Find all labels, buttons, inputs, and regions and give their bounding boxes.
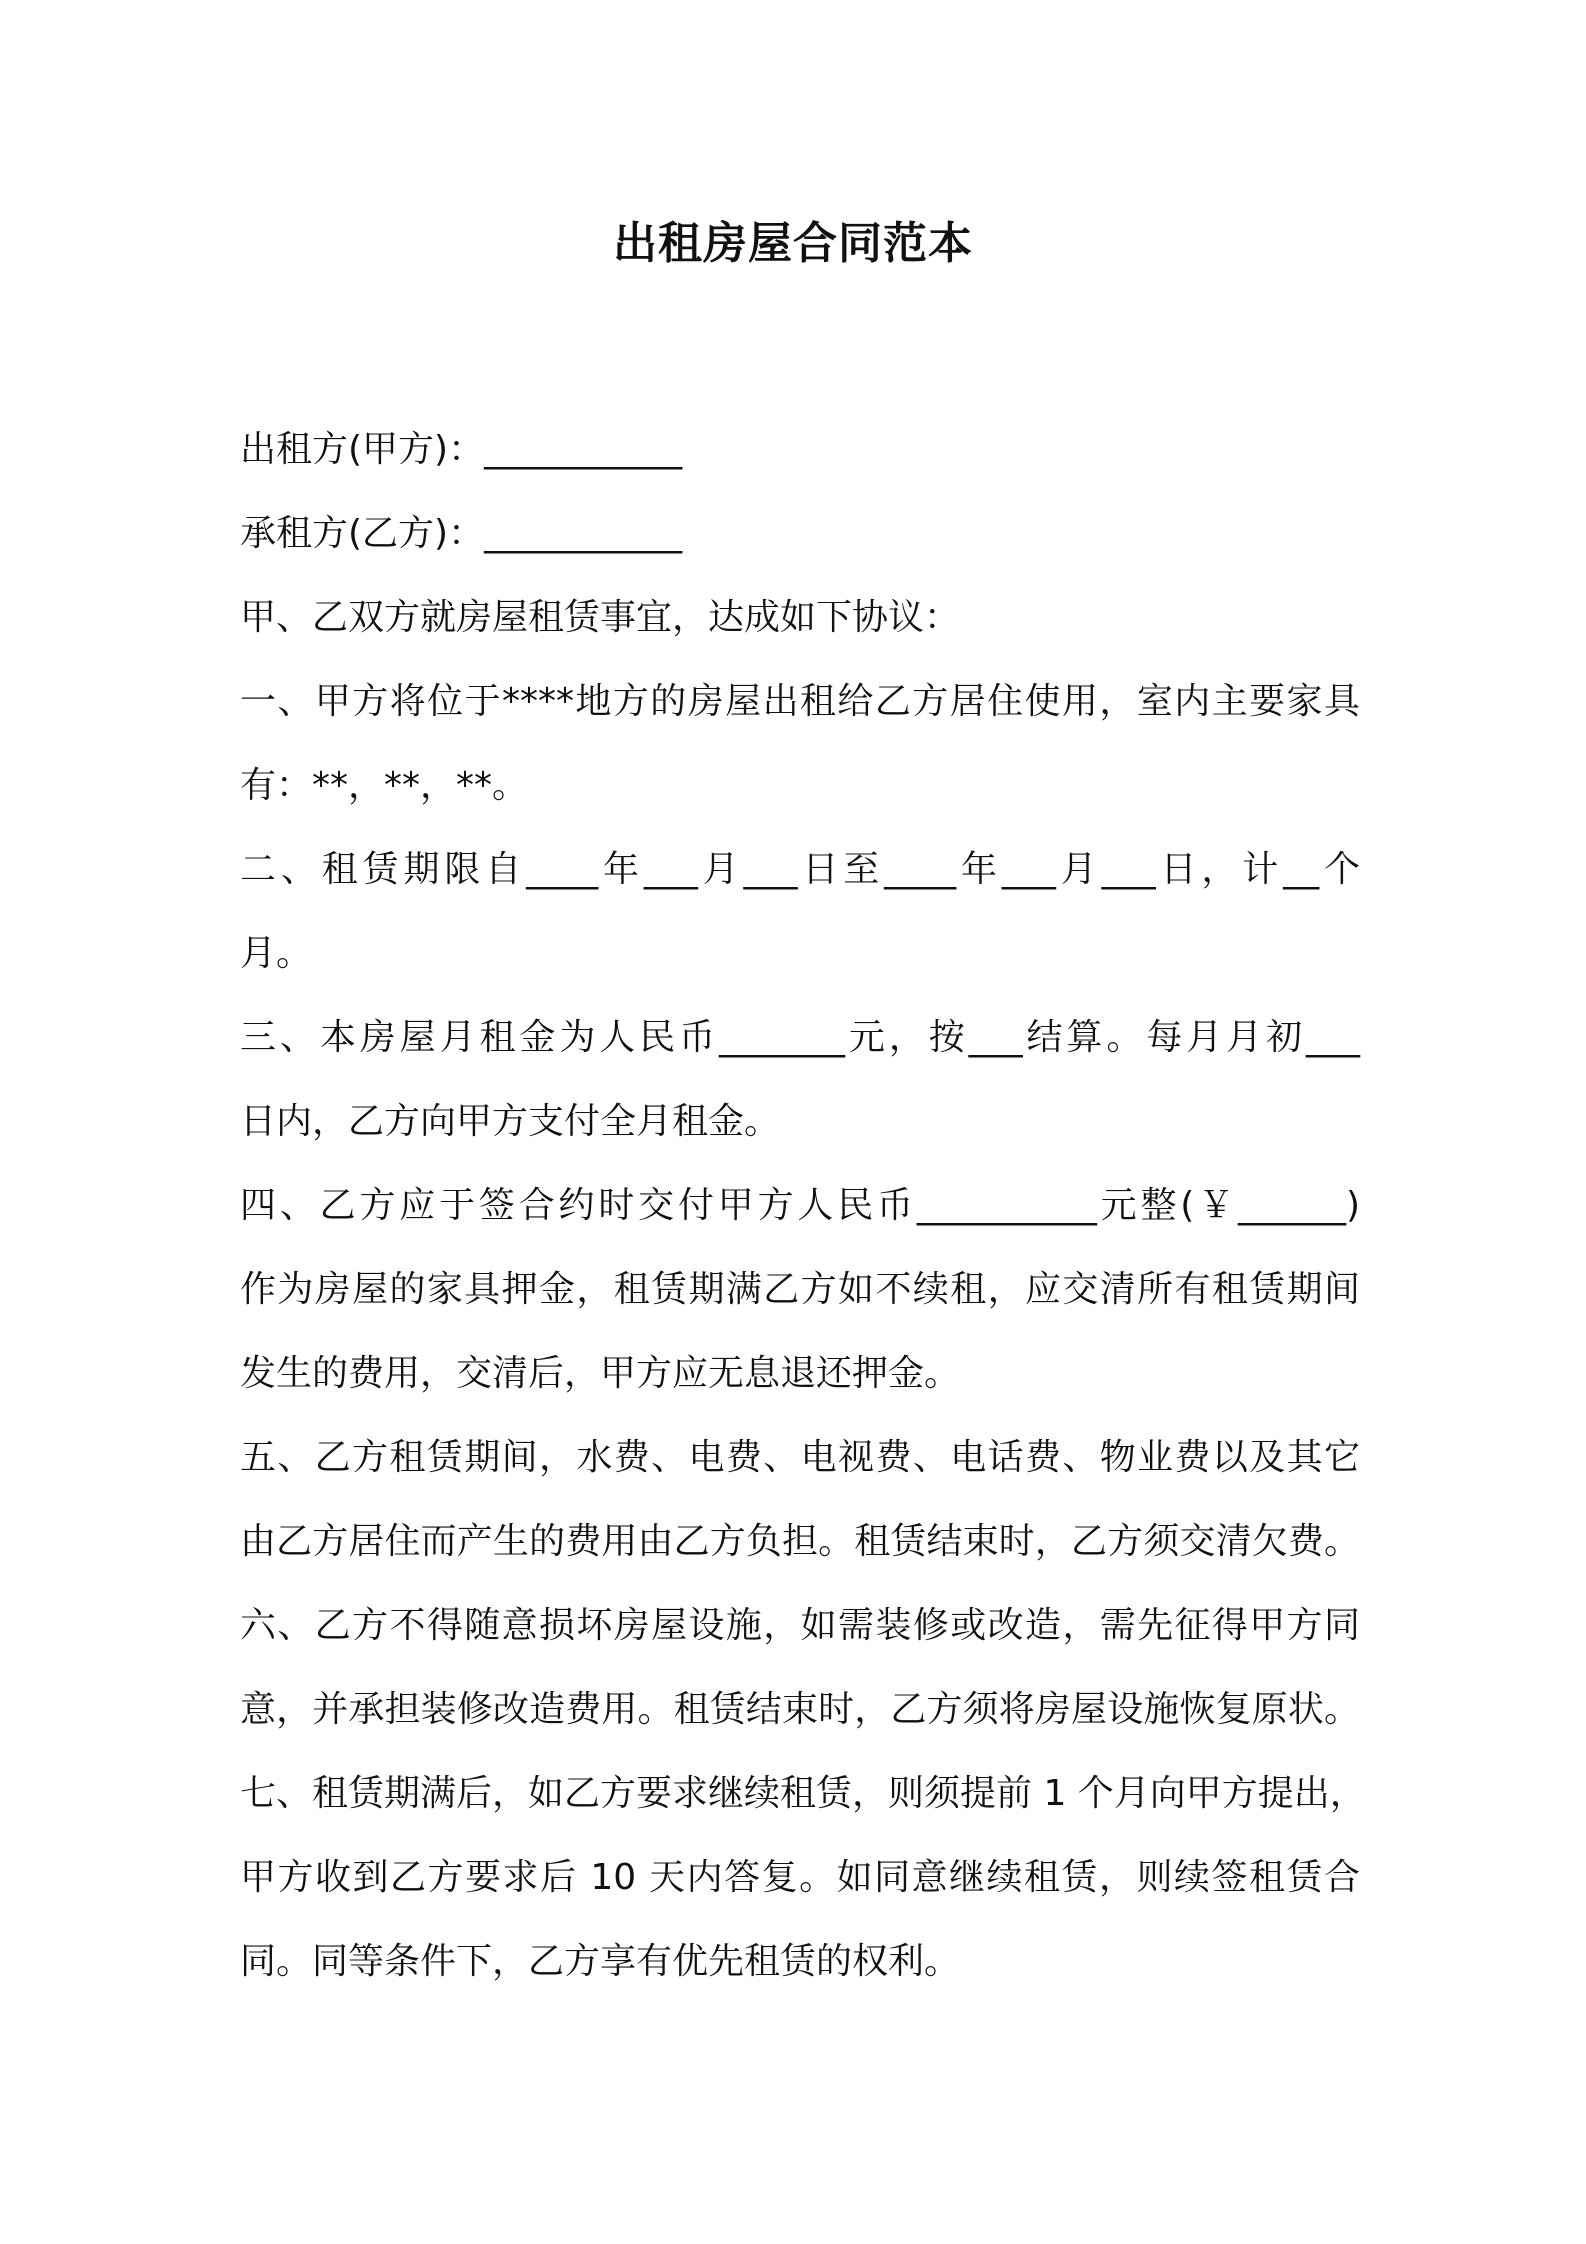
clause-4-line-3: 发生的费用，交清后，甲方应无息退还押金。 <box>240 1353 961 1394</box>
clause-7-line-2: 甲方收到乙方要求后 10 天内答复。如同意继续租赁，则续签租赁合 <box>240 1857 1360 1898</box>
clause-2-line-1: 二、租赁期限自____年___月___日至____年___月___日，计__个 <box>240 849 1360 890</box>
clause-6-line-1: 六、乙方不得随意损坏房屋设施，如需装修或改造，需先征得甲方同 <box>240 1605 1360 1646</box>
clause-7-line-1: 七、租赁期满后，如乙方要求继续租赁，则须提前 1 个月向甲方提出， <box>240 1773 1366 1814</box>
contract-body <box>240 408 1366 2004</box>
clause-3-line-2: 日内，乙方向甲方支付全月租金。 <box>240 1101 781 1142</box>
party-a-line: 出租方(甲方)：___________ <box>240 429 683 470</box>
clause-2-line-2: 月。 <box>240 933 313 974</box>
clause-3-line-1: 三、本房屋月租金为人民币_______元，按___结算。每月月初___ <box>240 1017 1360 1058</box>
clause-5-line-2: 由乙方居住而产生的费用由乙方负担。租赁结束时，乙方须交清欠费。 <box>240 1521 1360 1562</box>
clause-5-line-1: 五、乙方租赁期间，水费、电费、电视费、电话费、物业费以及其它 <box>240 1437 1360 1478</box>
clause-1-line-1: 一、甲方将位于****地方的房屋出租给乙方居住使用，室内主要家具 <box>240 681 1360 722</box>
clause-4-line-1: 四、乙方应于签合约时交付甲方人民币__________元整(￥______) <box>240 1185 1360 1226</box>
clause-4-line-2: 作为房屋的家具押金，租赁期满乙方如不续租，应交清所有租赁期间 <box>240 1269 1360 1310</box>
clause-7-line-3: 同。同等条件下，乙方享有优先租赁的权利。 <box>240 1941 961 1982</box>
clause-1-line-2: 有：**，**，**。 <box>240 765 529 806</box>
document-title: 出租房屋合同范本 <box>613 218 973 269</box>
party-b-line: 承租方(乙方)：___________ <box>240 513 683 554</box>
agreement-intro-line: 甲、乙双方就房屋租赁事宜，达成如下协议： <box>240 597 961 638</box>
clause-6-line-2: 意，并承担装修改造费用。租赁结束时，乙方须将房屋设施恢复原状。 <box>240 1689 1360 1730</box>
